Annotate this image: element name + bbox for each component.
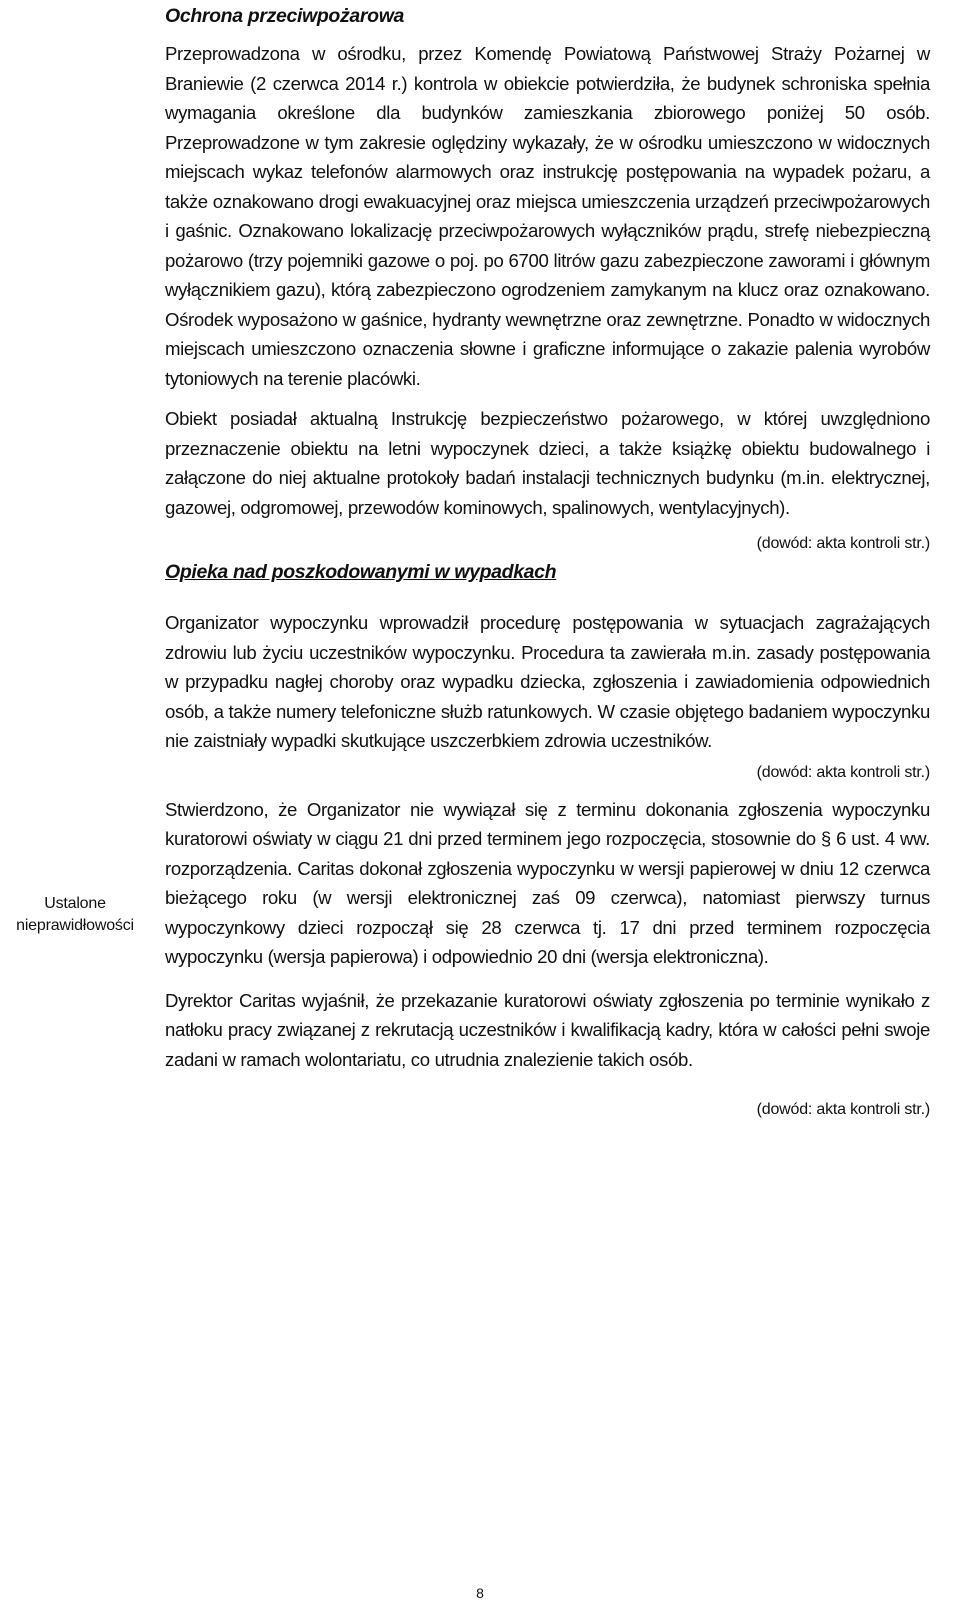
paragraph: Dyrektor Caritas wyjaśnił, że przekazanie kuratorowi oświaty zgłoszenia po terminie wynikało z natłoku pracy związanej z rekrutacją uczestników i kwalifikacją kadry, która w całości pełni swoje zadani w ramach wolontariatu, co utrudnia znalezienie takich osób. bbox=[165, 989, 930, 1070]
margin-label-line: nieprawidłowości bbox=[16, 917, 134, 934]
paragraph: Przeprowadzona w ośrodku, przez Komendę Powiatową Państwowej Straży Pożarnej w Braniewie (2 czerwca 2014 r.) kontrola w obiekcie potwierdziła, że budynek schroniska spełnia wymagania określone dla budynków zamieszkania zbiorowego poniżej 50 osób. Przeprowadzone w tym zakresie oględziny wykazały, że w ośrodku umieszczono w widocznych miejscach wykaz telefonów alarmowych oraz instrukcję postępowania na wypadek pożaru, a także oznakowano drogi ewakuacyjnej oraz miejsca umieszczenia urządzeń przeciwpożarowych i gaśnic. Oznakowano lokalizację przeciwpożarowych wyłączników prądu, strefę niebezpieczną pożarowo (trzy pojemniki gazowe o poj. po 6700 litrów gazu zabezpieczone zaworami i głównym wyłącznikiem gazu), którą zabezpieczono ogrodzeniem zamykanym na klucz oraz oznakowano. Ośrodek wyposażono w gaśnice, hydranty wewnętrzne oraz zewnętrzne. Ponadto w widocznych miejscach umieszczono oznaczenia słowne i graficzne informujące o zakazie palenia wyrobów tytoniowych na terenie placówki. bbox=[165, 43, 930, 389]
evidence-reference: (dowód: akta kontroli str.) bbox=[756, 1101, 930, 1118]
section-heading-injured-care: Opieka nad poszkodowanymi w wypadkach bbox=[165, 561, 557, 583]
section-heading-fire-protection: Ochrona przeciwpożarowa bbox=[165, 5, 405, 27]
evidence-reference: (dowód: akta kontroli str.) bbox=[756, 535, 930, 552]
margin-label-irregularities bbox=[0, 893, 150, 937]
paragraph: Organizator wypoczynku wprowadził procedurę postępowania w sytuacjach zagrażających zdrowiu lub życiu uczestników wypoczynku. Procedura ta zawierała m.in. zasady postępowania w przypadku nagłej choroby oraz wypadku dziecka, zgłoszenia i zawiadomienia odpowiednich osób, a także numery telefoniczne służb ratunkowych. W czasie objętego badaniem wypoczynku nie zaistniały wypadki skutkujące uszczerbkiem zdrowia uczestników. bbox=[165, 612, 930, 751]
paragraph: Stwierdzono, że Organizator nie wywiązał się z terminu dokonania zgłoszenia wypoczynku kuratorowi oświaty w ciągu 21 dni przed terminem jego rozpoczęcia, stosownie do § 6 ust. 4 ww. rozporządzenia. Caritas dokonał zgłoszenia wypoczynku w wersji papierowej w dniu 12 czerwca bieżącego roku (w wersji elektronicznej zaś 09 czerwca), natomiast pierwszy turnus wypoczynkowy dzieci rozpoczął się 28 czerwca tj. 17 dni przed terminem rozpoczęcia wypoczynku (wersja papierowa) i odpowiednio 20 dni (wersja elektroniczna). bbox=[165, 798, 930, 967]
margin-label-line: Ustalone bbox=[44, 895, 106, 912]
page-number: 8 bbox=[476, 1585, 484, 1601]
paragraph: Obiekt posiadał aktualną Instrukcję bezpieczeństwo pożarowego, w której uwzględniono przeznaczenie obiektu na letni wypoczynek dzieci, a także książkę obiektu budowalnego i załączone do niej aktualne protokoły badań instalacji technicznych budynku (m.in. elektrycznej, gazowej, odgromowej, przewodów kominowych, spalinowych, wentylacyjnych). bbox=[165, 408, 930, 518]
document-body bbox=[165, 0, 930, 1121]
evidence-reference: (dowód: akta kontroli str.) bbox=[756, 763, 930, 781]
